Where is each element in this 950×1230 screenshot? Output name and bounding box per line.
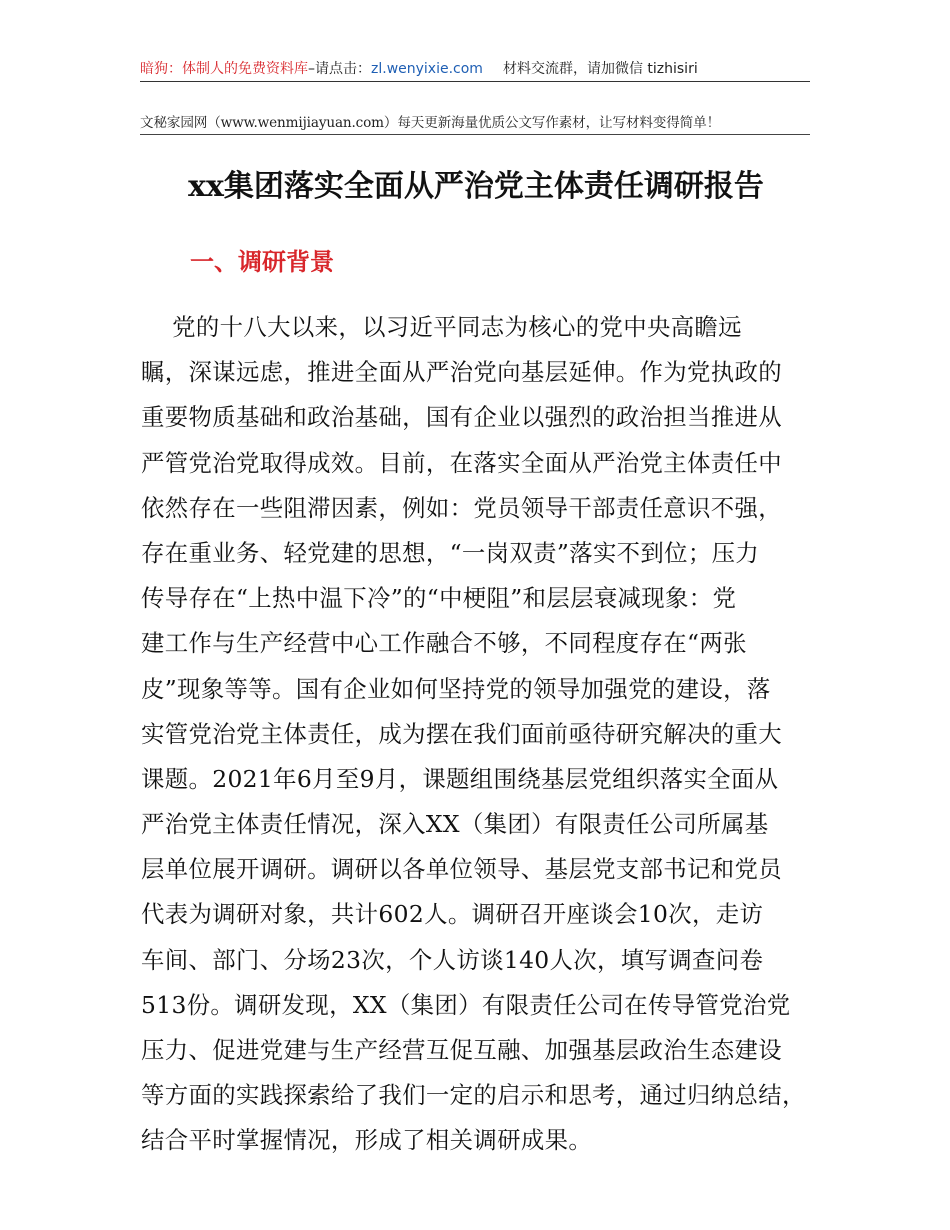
paragraph-line: 建工作与生产经营中心工作融合不够，不同程度存在“两张 — [141, 629, 747, 658]
paragraph-line: 重要物质基础和政治基础，国有企业以强烈的政治担当推进从 — [141, 403, 782, 432]
banner-click-label: –请点击： — [308, 61, 371, 77]
paragraph-line: 实管党治党主体责任，成为摆在我们面前亟待研究解决的重大 — [141, 719, 782, 748]
banner-link[interactable]: zl.wenyixie.com — [371, 61, 483, 77]
paragraph-line: 513份。调研发现，XX（集团）有限责任公司在传导管党治党 — [141, 990, 791, 1019]
paragraph-line: 代表为调研对象，共计602人。调研召开座谈会10次，走访 — [141, 900, 764, 929]
paragraph-line: 传导存在“上热中温下冷”的“中梗阻”和层层衰减现象：党 — [141, 584, 737, 613]
sub-banner: 文秘家园网（www.wenmijiayuan.com）每天更新海量优质公文写作素材，让写材料变得简单！ — [140, 115, 721, 131]
paragraph-line: 严治党主体责任情况，深入XX（集团）有限责任公司所属基 — [141, 810, 769, 839]
paragraph-line: 存在重业务、轻党建的思想，“一岗双责”落实不到位；压力 — [141, 538, 760, 567]
sub-banner-rule — [140, 134, 810, 135]
paragraph-line: 党的十八大以来，以习近平同志为核心的党中央高瞻远 — [141, 313, 742, 341]
paragraph-line: 等方面的实践探索给了我们一定的启示和思考，通过归纳总结， — [141, 1081, 806, 1110]
paragraph-line: 车间、部门、分场23次，个人访谈140人次，填写调查问卷 — [141, 945, 764, 974]
document-title: xx集团落实全面从严治党主体责任调研报告 — [188, 169, 764, 204]
banner-brand: 暗狗：体制人的免费资料库 — [140, 61, 308, 77]
section-heading: 一、调研背景 — [190, 248, 334, 276]
paragraph-line: 课题。2021年6月至9月，课题组围绕基层党组织落实全面从 — [141, 764, 779, 793]
paragraph-line: 层单位展开调研。调研以各单位领导、基层党支部书记和党员 — [141, 855, 782, 884]
body-paragraph — [141, 305, 813, 1164]
paragraph-line: 严管党治党取得成效。目前，在落实全面从严治党主体责任中 — [141, 448, 782, 477]
banner-contact: 材料交流群，请加微信 tizhisiri — [502, 61, 698, 77]
paragraph-line: 结合平时掌握情况，形成了相关调研成果。 — [141, 1126, 593, 1155]
top-banner — [140, 58, 812, 80]
paragraph-line: 皮”现象等等。国有企业如何坚持党的领导加强党的建设，落 — [141, 674, 771, 703]
header-rule — [140, 81, 810, 82]
paragraph-line: 压力、促进党建与生产经营互促互融、加强基层政治生态建设 — [141, 1036, 782, 1064]
paragraph-line: 依然存在一些阻滞因素，例如：党员领导干部责任意识不强， — [141, 493, 782, 522]
paragraph-line: 瞩，深谋远虑，推进全面从严治党向基层延伸。作为党执政的 — [141, 358, 782, 387]
